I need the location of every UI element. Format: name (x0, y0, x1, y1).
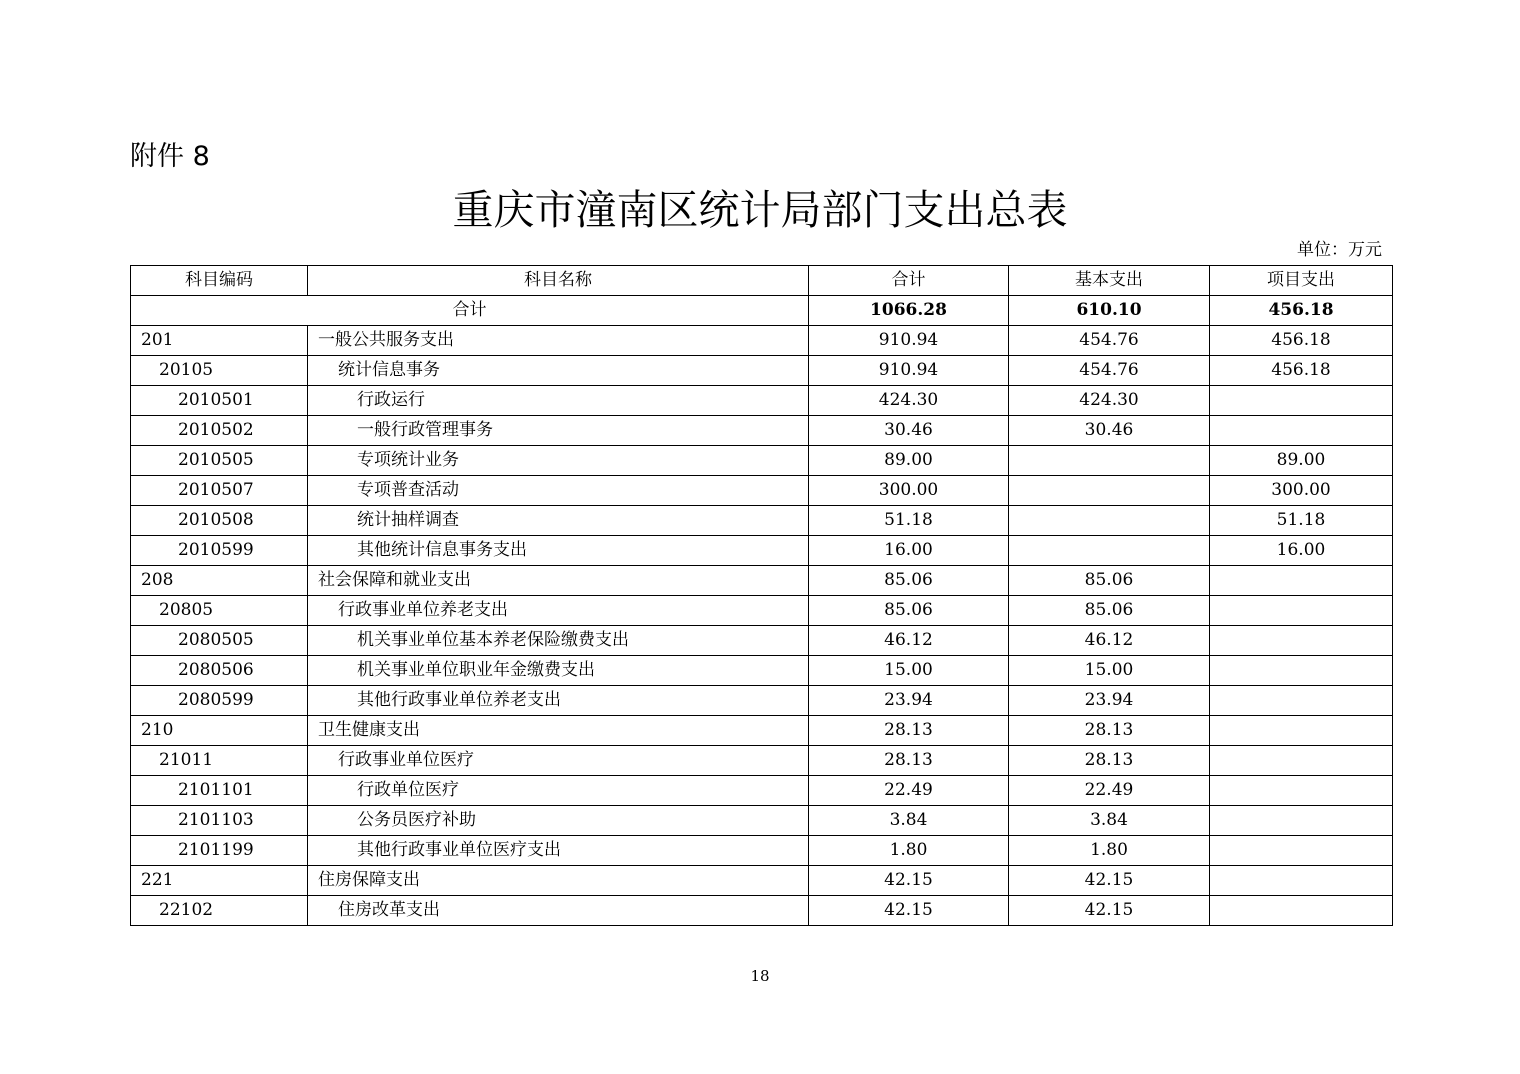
row-basic: 3.84 (1009, 806, 1210, 836)
row-project (1210, 596, 1393, 626)
row-total: 85.06 (809, 566, 1009, 596)
row-total: 30.46 (809, 416, 1009, 446)
header-project: 项目支出 (1210, 266, 1393, 296)
row-basic: 28.13 (1009, 716, 1210, 746)
total-basic: 610.10 (1009, 296, 1210, 326)
row-name: 住房保障支出 (308, 866, 809, 896)
row-name: 行政运行 (308, 386, 809, 416)
row-name: 其他行政事业单位养老支出 (308, 686, 809, 716)
row-project (1210, 746, 1393, 776)
row-basic: 424.30 (1009, 386, 1210, 416)
row-code: 2101199 (131, 836, 308, 866)
row-code: 22102 (131, 896, 308, 926)
row-project (1210, 866, 1393, 896)
row-code: 2010505 (131, 446, 308, 476)
row-total: 85.06 (809, 596, 1009, 626)
row-name: 机关事业单位基本养老保险缴费支出 (308, 626, 809, 656)
total-label: 合计 (131, 296, 809, 326)
row-project (1210, 806, 1393, 836)
row-total: 28.13 (809, 716, 1009, 746)
row-total: 16.00 (809, 536, 1009, 566)
table-row (131, 476, 1393, 506)
row-name: 机关事业单位职业年金缴费支出 (308, 656, 809, 686)
row-project (1210, 686, 1393, 716)
header-code: 科目编码 (131, 266, 308, 296)
row-code: 2010507 (131, 476, 308, 506)
row-total: 22.49 (809, 776, 1009, 806)
row-total: 15.00 (809, 656, 1009, 686)
row-name: 社会保障和就业支出 (308, 566, 809, 596)
row-code: 2080505 (131, 626, 308, 656)
row-project: 300.00 (1210, 476, 1393, 506)
table-row (131, 506, 1393, 536)
row-total: 28.13 (809, 746, 1009, 776)
table-row (131, 746, 1393, 776)
row-basic: 42.15 (1009, 866, 1210, 896)
row-name: 公务员医疗补助 (308, 806, 809, 836)
row-total: 910.94 (809, 356, 1009, 386)
row-name: 统计抽样调查 (308, 506, 809, 536)
row-project: 89.00 (1210, 446, 1393, 476)
table-row (131, 836, 1393, 866)
row-code: 2101101 (131, 776, 308, 806)
table-row (131, 896, 1393, 926)
row-name: 统计信息事务 (308, 356, 809, 386)
row-project: 16.00 (1210, 536, 1393, 566)
row-basic: 85.06 (1009, 566, 1210, 596)
row-project: 456.18 (1210, 356, 1393, 386)
header-basic: 基本支出 (1009, 266, 1210, 296)
row-total: 1.80 (809, 836, 1009, 866)
row-code: 2010502 (131, 416, 308, 446)
row-project (1210, 416, 1393, 446)
table-row (131, 536, 1393, 566)
table-row (131, 356, 1393, 386)
page-number: 18 (750, 967, 770, 985)
row-code: 20105 (131, 356, 308, 386)
row-total: 3.84 (809, 806, 1009, 836)
row-basic: 85.06 (1009, 596, 1210, 626)
row-code: 210 (131, 716, 308, 746)
row-total: 42.15 (809, 866, 1009, 896)
table-row (131, 656, 1393, 686)
row-name: 住房改革支出 (308, 896, 809, 926)
row-basic: 15.00 (1009, 656, 1210, 686)
row-code: 2080506 (131, 656, 308, 686)
row-name: 其他统计信息事务支出 (308, 536, 809, 566)
table-row (131, 716, 1393, 746)
table-row (131, 386, 1393, 416)
row-project (1210, 626, 1393, 656)
row-basic (1009, 476, 1210, 506)
unit-label: 单位：万元 (1297, 240, 1382, 260)
expenditure-table (130, 265, 1393, 926)
row-code: 2010501 (131, 386, 308, 416)
row-code: 2010599 (131, 536, 308, 566)
row-name: 行政事业单位医疗 (308, 746, 809, 776)
row-code: 201 (131, 326, 308, 356)
table-row (131, 446, 1393, 476)
row-total: 300.00 (809, 476, 1009, 506)
table-row (131, 416, 1393, 446)
table-row (131, 686, 1393, 716)
table-row (131, 776, 1393, 806)
annex-label: 附件 8 (130, 141, 210, 172)
row-project (1210, 566, 1393, 596)
row-basic: 28.13 (1009, 746, 1210, 776)
row-basic: 46.12 (1009, 626, 1210, 656)
row-code: 221 (131, 866, 308, 896)
row-project (1210, 656, 1393, 686)
row-code: 2080599 (131, 686, 308, 716)
total-sum: 1066.28 (809, 296, 1009, 326)
total-row (131, 296, 1393, 326)
row-basic (1009, 446, 1210, 476)
row-name: 其他行政事业单位医疗支出 (308, 836, 809, 866)
row-basic: 42.15 (1009, 896, 1210, 926)
row-code: 2010508 (131, 506, 308, 536)
row-basic: 23.94 (1009, 686, 1210, 716)
row-code: 2101103 (131, 806, 308, 836)
row-code: 21011 (131, 746, 308, 776)
row-name: 专项统计业务 (308, 446, 809, 476)
row-total: 46.12 (809, 626, 1009, 656)
row-project: 456.18 (1210, 326, 1393, 356)
row-total: 910.94 (809, 326, 1009, 356)
document-title: 重庆市潼南区统计局部门支出总表 (452, 186, 1068, 234)
table-header (131, 266, 1393, 296)
row-name: 行政事业单位养老支出 (308, 596, 809, 626)
row-name: 一般行政管理事务 (308, 416, 809, 446)
header-row (131, 266, 1393, 296)
row-project (1210, 776, 1393, 806)
row-project (1210, 386, 1393, 416)
table-row (131, 566, 1393, 596)
row-project (1210, 836, 1393, 866)
row-basic: 454.76 (1009, 356, 1210, 386)
row-name: 一般公共服务支出 (308, 326, 809, 356)
table-row (131, 596, 1393, 626)
header-name: 科目名称 (308, 266, 809, 296)
row-project: 51.18 (1210, 506, 1393, 536)
row-code: 20805 (131, 596, 308, 626)
total-project: 456.18 (1210, 296, 1393, 326)
table-row (131, 806, 1393, 836)
row-name: 卫生健康支出 (308, 716, 809, 746)
header-total: 合计 (809, 266, 1009, 296)
row-basic: 22.49 (1009, 776, 1210, 806)
table-row (131, 866, 1393, 896)
row-project (1210, 896, 1393, 926)
row-total: 424.30 (809, 386, 1009, 416)
row-total: 51.18 (809, 506, 1009, 536)
table-body (131, 296, 1393, 926)
row-code: 208 (131, 566, 308, 596)
row-basic: 454.76 (1009, 326, 1210, 356)
table-row (131, 626, 1393, 656)
row-name: 专项普查活动 (308, 476, 809, 506)
row-basic: 1.80 (1009, 836, 1210, 866)
row-name: 行政单位医疗 (308, 776, 809, 806)
row-project (1210, 716, 1393, 746)
row-basic (1009, 506, 1210, 536)
row-total: 89.00 (809, 446, 1009, 476)
row-basic (1009, 536, 1210, 566)
row-total: 23.94 (809, 686, 1009, 716)
row-total: 42.15 (809, 896, 1009, 926)
table-row (131, 326, 1393, 356)
row-basic: 30.46 (1009, 416, 1210, 446)
